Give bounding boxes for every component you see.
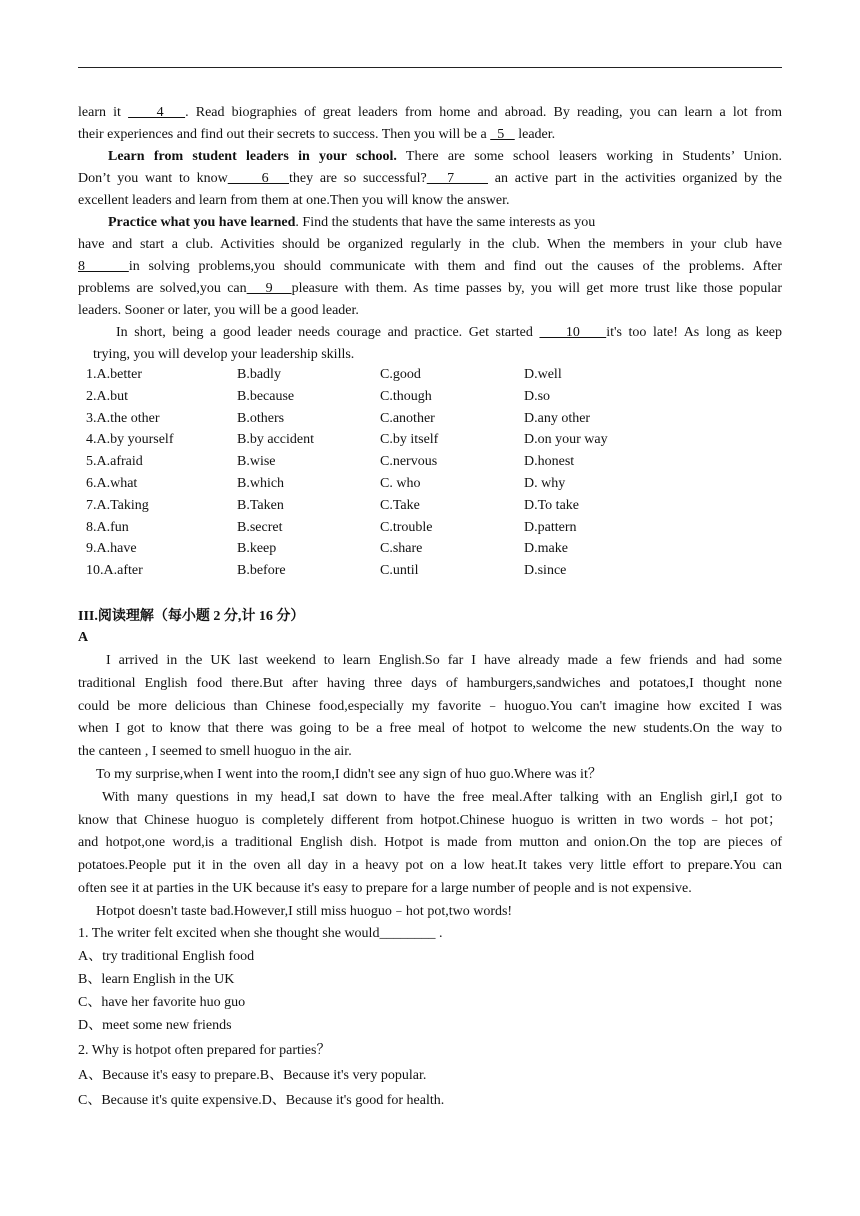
- cloze-options: [86, 364, 624, 582]
- option-row: 2.A.but B.because C.though D.so: [86, 388, 551, 404]
- question-1: 1. The writer felt excited when she thought she would________ .: [78, 926, 443, 941]
- cloze-passage: [78, 102, 782, 366]
- passage-line: potatoes.People put it in the oven all day in a heavy pot on a low heat.It takes very little effort to prepare.You can: [78, 858, 782, 874]
- option-row: 10.A.after B.before C.until D.since: [86, 563, 567, 579]
- passage-line: In short, being a good leader needs courage and practice. Get started 10 it's too late! As long as keep: [116, 325, 782, 340]
- answer-option: C、Because it's quite expensive.D、Because it's good for health.: [78, 1093, 445, 1108]
- answer-option: A、try traditional English food: [78, 949, 255, 964]
- answer-option: D、meet some new friends: [78, 1018, 232, 1033]
- option-row: 3.A.the other B.others C.another D.any other: [86, 410, 591, 426]
- passage-line: traditional English food there.But after having three days of hamburgers,sandwiches and potatoes,I thought none: [78, 675, 782, 691]
- passage-line: 8 in solving problems,you should communicate with them and find out the causes of the problems. After: [78, 259, 783, 274]
- passage-line: know that Chinese huoguo is completely different from hotpot.Chinese huoguo is written in two words﹣hot pot；: [78, 812, 782, 828]
- passage-line: Don’t you want to know 6 they are so successful? 7 an active part in the activities organized by the: [78, 171, 783, 186]
- option-row: 6.A.what B.which C. who D. why: [86, 475, 566, 491]
- bold-heading: Practice what you have learned: [108, 215, 296, 230]
- passage-line: problems are solved,you can 9 pleasure with them. As time passes by, you will get more trust like those popular: [78, 281, 782, 296]
- passage-line: have and start a club. Activities should be organized regularly in the club. When the members in your club have: [78, 237, 782, 252]
- passage-line: I arrived in the UK last weekend to learn English.So far I have already made a few friends and had some: [106, 653, 782, 668]
- option-row: 5.A.afraid B.wise C.nervous D.honest: [86, 454, 575, 470]
- blank-8: 8: [78, 259, 129, 274]
- blank-9: 9: [246, 281, 292, 296]
- passage-line: Practice what you have learned. Find the students that have the same interests as you: [108, 215, 596, 230]
- passage-line: leaders. Sooner or later, you will be a good leader.: [78, 303, 359, 318]
- part-label: A: [78, 630, 89, 645]
- passage-line: trying, you will develop your leadership skills.: [93, 347, 355, 362]
- option-row: 7.A.Taking B.Taken C.Take D.To take: [86, 497, 580, 513]
- passage-line: excellent leaders and learn from them at one.Then you will know the answer.: [78, 193, 510, 208]
- answer-option: C、have her favorite huo guo: [78, 995, 246, 1010]
- blank-4: 4: [128, 105, 186, 120]
- passage-line: With many questions in my head,I sat down to have the free meal.After talking with an English girl,I got to: [102, 789, 782, 805]
- passage-line: and hotpot,one word,is a traditional English dish. Hotpot is made from mutton and onion.On the top are pieces of: [78, 835, 782, 851]
- passage-line: their experiences and find out their secrets to success. Then you will be a 5 leader.: [78, 127, 556, 142]
- blank-5: 5: [490, 127, 515, 142]
- option-row: 1.A.better B.badly C.good D.well: [86, 367, 562, 382]
- questions: [78, 922, 782, 1112]
- passage-line: the canteen , I seemed to smell huoguo in the air.: [78, 744, 352, 760]
- passage-line: when I got to know that there was going to be a free meal of hotpot to welcome the new students.On the way to: [78, 721, 782, 737]
- blank-7: 7: [426, 171, 488, 186]
- option-row: 9.A.have B.keep C.share D.make: [86, 541, 568, 557]
- answer-option: B、learn English in the UK: [78, 972, 235, 987]
- passage-line: learn it 4 . Read biographies of great leaders from home and abroad. By reading, you can learn a lot from: [78, 105, 783, 120]
- header-rule: [78, 67, 782, 68]
- reading-passage-a: [78, 650, 782, 924]
- passage-line: Learn from student leaders in your school. There are some school leasers working in Students’ Union.: [108, 149, 782, 164]
- section-title: III.阅读理解（每小题 2 分,计 16 分）: [78, 609, 305, 624]
- blank-6: 6: [227, 171, 289, 186]
- passage-line: could be more delicious than Chinese food,especially my favorite﹣huoguo.You can't imagine how excited I was: [78, 698, 782, 714]
- bold-heading: Learn from student leaders in your school.: [108, 149, 397, 164]
- passage-line: often see it at parties in the UK because it's easy to prepare for a large number of people and is not expensive.: [78, 880, 692, 896]
- question-2: 2. Why is hotpot often prepared for parties？: [78, 1043, 331, 1058]
- blank-10: 10: [539, 325, 607, 340]
- option-row: 4.A.by yourself B.by accident C.by itself D.on your way: [86, 432, 608, 448]
- answer-option: A、Because it's easy to prepare.B、Because it's very popular.: [78, 1068, 427, 1083]
- passage-line: To my surprise,when I went into the room,I didn't see any sign of huo guo.Where was it？: [96, 766, 602, 782]
- passage-line: Hotpot doesn't taste bad.However,I still miss huoguo﹣hot pot,two words!: [96, 903, 513, 919]
- option-row: 8.A.fun B.secret C.trouble D.pattern: [86, 519, 577, 535]
